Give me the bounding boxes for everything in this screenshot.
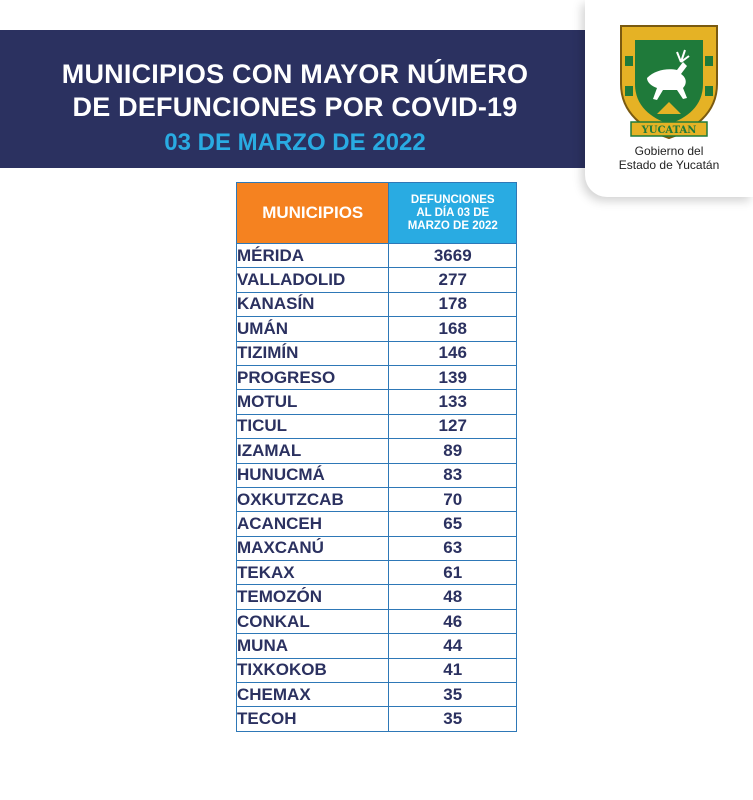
defunciones-cell: 277 (389, 268, 517, 292)
municipio-cell: TIXKOKOB (237, 658, 389, 682)
municipio-cell: MÉRIDA (237, 244, 389, 268)
defunciones-cell: 83 (389, 463, 517, 487)
table-row (237, 561, 517, 585)
municipio-cell: MOTUL (237, 390, 389, 414)
defunciones-cell: 35 (389, 683, 517, 707)
municipio-cell: MUNA (237, 634, 389, 658)
table-row (237, 439, 517, 463)
yucatan-shield-icon (617, 22, 721, 142)
government-logo-card (585, 0, 753, 197)
municipio-cell: CHEMAX (237, 683, 389, 707)
municipio-cell: TICUL (237, 414, 389, 438)
table-row (237, 609, 517, 633)
municipio-cell: ACANCEH (237, 512, 389, 536)
defunciones-cell: 35 (389, 707, 517, 731)
municipio-cell: TEKAX (237, 561, 389, 585)
table-row (237, 683, 517, 707)
table-row (237, 244, 517, 268)
municipio-cell: KANASÍN (237, 292, 389, 316)
defunciones-cell: 44 (389, 634, 517, 658)
table-row (237, 292, 517, 316)
table-row (237, 585, 517, 609)
deaths-table (236, 182, 517, 732)
defunciones-cell: 89 (389, 439, 517, 463)
table-row (237, 487, 517, 511)
header-defunciones-line-2: AL DÍA 03 DE (416, 206, 490, 219)
defunciones-cell: 178 (389, 292, 517, 316)
municipio-cell: OXKUTZCAB (237, 487, 389, 511)
table-row (237, 365, 517, 389)
defunciones-cell: 41 (389, 658, 517, 682)
table-row (237, 414, 517, 438)
municipio-cell: HUNUCMÁ (237, 463, 389, 487)
defunciones-cell: 65 (389, 512, 517, 536)
defunciones-cell: 3669 (389, 244, 517, 268)
municipio-cell: VALLADOLID (237, 268, 389, 292)
table-row (237, 512, 517, 536)
title-line-2: DE DEFUNCIONES POR COVID-19 (72, 92, 518, 122)
defunciones-cell: 63 (389, 536, 517, 560)
defunciones-cell: 139 (389, 365, 517, 389)
logo-text-line-1: Gobierno del (634, 144, 704, 158)
title-line-1: MUNICIPIOS CON MAYOR NÚMERO (61, 59, 529, 89)
defunciones-cell: 61 (389, 561, 517, 585)
municipio-cell: MAXCANÚ (237, 536, 389, 560)
table-row (237, 341, 517, 365)
municipio-cell: TIZIMÍN (237, 341, 389, 365)
table-row (237, 317, 517, 341)
defunciones-cell: 168 (389, 317, 517, 341)
municipio-cell: TECOH (237, 707, 389, 731)
table-row (237, 268, 517, 292)
defunciones-cell: 133 (389, 390, 517, 414)
header-defunciones-line-1: DEFUNCIONES (410, 193, 495, 206)
table-row (237, 707, 517, 731)
table-row (237, 658, 517, 682)
municipio-cell: IZAMAL (237, 439, 389, 463)
table-row (237, 634, 517, 658)
defunciones-cell: 48 (389, 585, 517, 609)
table-row (237, 536, 517, 560)
header-defunciones-line-3: MARZO DE 2022 (407, 219, 498, 232)
defunciones-cell: 70 (389, 487, 517, 511)
defunciones-cell: 127 (389, 414, 517, 438)
header-municipios: MUNICIPIOS (237, 183, 389, 244)
municipio-cell: UMÁN (237, 317, 389, 341)
logo-text-line-2: Estado de Yucatán (618, 158, 720, 172)
table-row (237, 463, 517, 487)
municipio-cell: TEMOZÓN (237, 585, 389, 609)
logo-ribbon-text: YUCATAN (641, 125, 697, 136)
table-row (237, 390, 517, 414)
municipio-cell: PROGRESO (237, 365, 389, 389)
table-header-row (237, 183, 517, 244)
defunciones-cell: 146 (389, 341, 517, 365)
title-banner (0, 30, 590, 168)
report-date: 03 DE MARZO DE 2022 (164, 129, 426, 156)
defunciones-cell: 46 (389, 609, 517, 633)
municipio-cell: CONKAL (237, 609, 389, 633)
header-defunciones (389, 183, 517, 244)
